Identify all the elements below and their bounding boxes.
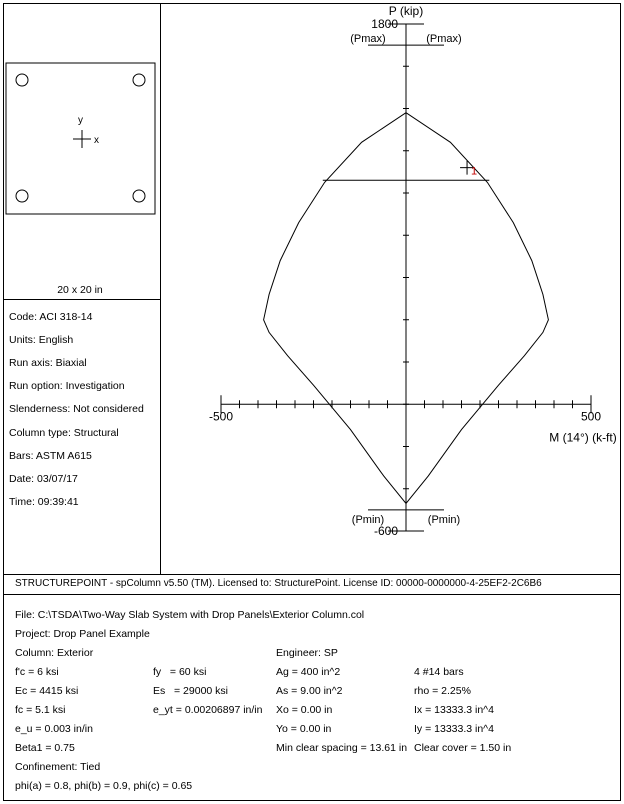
chart-labels	[209, 4, 617, 538]
es-value: Es = 29000 ksi	[153, 685, 229, 697]
yo-value: Yo = 0.00 in	[276, 723, 332, 735]
phi-factors: phi(a) = 0.8, phi(b) = 0.9, phi(c) = 0.65	[15, 780, 193, 792]
info-run-axis: Run axis: Biaxial	[9, 357, 87, 369]
as-value: As = 9.00 in^2	[276, 685, 343, 697]
ix-value: Ix = 13333.3 in^4	[414, 704, 494, 716]
fy-value: fy = 60 ksi	[153, 666, 207, 678]
pmin-left-label: (Pmin)	[351, 513, 385, 526]
interaction-diagram	[161, 4, 619, 573]
info-code: Code: ACI 318-14	[9, 311, 93, 323]
fc2-value: fc = 5.1 ksi	[15, 704, 66, 716]
rebar-bottom-right	[133, 190, 145, 202]
pmin-right-label: (Pmin)	[427, 513, 461, 526]
fc-value: f'c = 6 ksi	[15, 666, 59, 678]
info-run-option: Run option: Investigation	[9, 380, 125, 392]
info-units: Units: English	[9, 334, 74, 346]
pmax-right-label: (Pmax)	[426, 33, 462, 46]
rebar-top-left	[16, 74, 28, 86]
info-date: Date: 03/07/17	[9, 473, 78, 485]
x-tick-label-left: -500	[208, 409, 234, 424]
clear-cover: Clear cover = 1.50 in	[414, 742, 512, 754]
y-tick-label-bottom: -600	[373, 524, 398, 538]
xo-value: Xo = 0.00 in	[276, 704, 333, 716]
license-top-divider	[4, 574, 620, 575]
info-column-type: Column type: Structural	[9, 427, 119, 439]
engineer-name: Engineer: SP	[276, 647, 338, 659]
min-clear-spacing: Min clear spacing = 13.61 in	[276, 742, 408, 754]
license-line: STRUCTUREPOINT - spColumn v5.50 (TM). Licensed to: StructurePoint. License ID: 00000-0000000-4-25EF2-2C6B6	[15, 578, 542, 589]
axis-y-label: y	[78, 115, 83, 126]
confinement: Confinement: Tied	[15, 761, 101, 773]
axis-x-label: x	[94, 135, 99, 146]
x-tick-label-right: 500	[580, 409, 602, 424]
y-axis-title: P (kip)	[388, 4, 424, 18]
info-slenderness: Slenderness: Not considered	[9, 403, 144, 415]
ec-value: Ec = 4415 ksi	[15, 685, 79, 697]
chart-axes	[221, 24, 591, 531]
license-bottom-divider	[4, 594, 620, 595]
pmax-left-label: (Pmax)	[350, 33, 386, 46]
y-tick-label-top: 1800	[371, 17, 398, 31]
rebar-bottom-left	[16, 190, 28, 202]
section-dims-label: 20 x 20 in	[57, 284, 103, 296]
rebar-top-right	[133, 74, 145, 86]
column-section-diagram	[0, 0, 162, 300]
file-path: File: C:\TSDA\Two-Way Slab System with Drop Panels\Exterior Column.col	[15, 609, 365, 621]
iy-value: Iy = 13333.3 in^4	[414, 723, 494, 735]
project-name: Project: Drop Panel Example	[15, 628, 150, 640]
x-axis-title: M (14°) (k-ft)	[549, 430, 617, 445]
bars-value: 4 #14 bars	[414, 666, 464, 678]
info-bars: Bars: ASTM A615	[9, 450, 92, 462]
e-u-value: e_u = 0.003 in/in	[15, 723, 93, 735]
beta1-value: Beta1 = 0.75	[15, 742, 75, 754]
column-name: Column: Exterior	[15, 647, 94, 659]
rho-value: rho = 2.25%	[414, 685, 471, 697]
load-point-label: 1	[471, 165, 478, 178]
ag-value: Ag = 400 in^2	[276, 666, 341, 678]
info-time: Time: 09:39:41	[9, 496, 79, 508]
e-yt-value: e_yt = 0.00206897 in/in	[153, 704, 263, 716]
